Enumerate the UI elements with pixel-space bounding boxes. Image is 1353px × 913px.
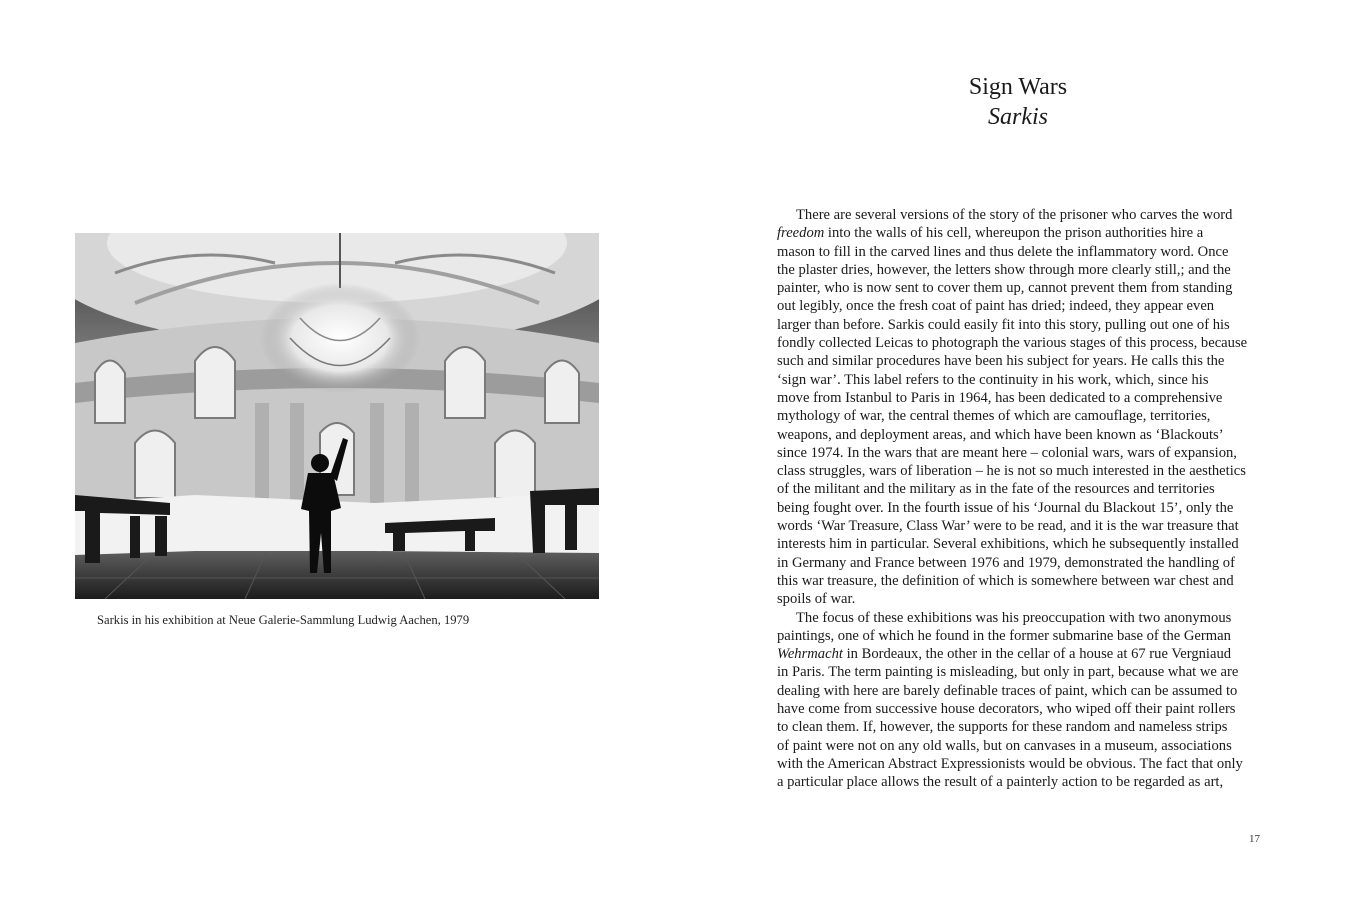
text-segment: ‘sign war’. This label refers to the continuity in his work, which, since his	[777, 371, 1209, 388]
text-segment: a particular place allows the result of a painterly action to be regarded as art,	[777, 774, 1224, 791]
text-segment: in Bordeaux, the other in the cellar of a house at 67 rue Vergniaud	[842, 646, 1232, 663]
text-segment: The focus of these exhibitions was his preoccupation with two anonymous	[796, 609, 1232, 626]
text-line	[777, 462, 1257, 480]
text-segment: weapons, and deployment areas, and which have been known as ‘Blackouts’	[777, 426, 1224, 443]
text-segment: mason to fill in the carved lines and thus delete the inflammatory word. Once	[777, 243, 1229, 260]
text-segment: paintings, one of which he found in the former submarine base of the German	[777, 627, 1231, 644]
text-line	[777, 279, 1257, 297]
text-line	[777, 334, 1257, 352]
text-segment: There are several versions of the story of the prisoner who carves the word	[796, 207, 1233, 223]
text-line	[777, 645, 1257, 663]
text-segment: words ‘War Treasure, Class War’ were to be read, and it is the war treasure that	[777, 518, 1239, 535]
text-line	[777, 700, 1257, 718]
text-line	[777, 261, 1257, 279]
text-segment: mythology of war, the central themes of which are camouflage, territories,	[777, 408, 1211, 425]
text-line	[777, 206, 1257, 224]
text-segment: dealing with here are barely definable traces of paint, which can be assumed to	[777, 682, 1238, 699]
italic-text: freedom	[777, 225, 825, 242]
text-line	[777, 499, 1257, 517]
text-line	[777, 407, 1257, 425]
text-segment: this war treasure, the definition of which is somewhere between war chest and	[777, 572, 1234, 589]
text-segment: of the militant and the military as in the fate of the resources and territories	[777, 481, 1215, 498]
body-text	[777, 206, 1257, 792]
text-segment: to clean them. If, however, the supports for these random and nameless strips	[777, 719, 1228, 736]
text-segment: fondly collected Leicas to photograph the various stages of this process, because	[777, 335, 1248, 352]
text-line	[777, 682, 1257, 700]
text-segment: of paint were not on any old walls, but on canvases in a museum, associations	[777, 737, 1232, 754]
text-segment: into the walls of his cell, whereupon the prison authorities hire a	[824, 225, 1204, 242]
text-line	[777, 718, 1257, 736]
text-line	[777, 480, 1257, 498]
text-segment: have come from successive house decorators, who wiped off their paint rollers	[777, 701, 1236, 718]
text-segment: larger than before. Sarkis could easily fit into this story, pulling out one of his	[777, 316, 1230, 333]
text-segment: since 1974. In the wars that are meant here – colonial wars, wars of expansion,	[777, 444, 1237, 461]
text-line	[777, 773, 1257, 791]
text-segment: such and similar procedures have been his subject for years. He calls this the	[777, 353, 1225, 370]
text-segment: move from Istanbul to Paris in 1964, has been dedicated to a comprehensive	[777, 389, 1223, 406]
text-line	[777, 371, 1257, 389]
text-line	[777, 297, 1257, 315]
text-line	[777, 224, 1257, 242]
text-line	[777, 243, 1257, 261]
exhibition-photograph	[75, 233, 599, 599]
italic-text: Wehrmacht	[777, 646, 843, 663]
text-line	[777, 554, 1257, 572]
text-segment: spoils of war.	[777, 591, 856, 608]
text-line	[777, 517, 1257, 535]
text-segment: class struggles, wars of liberation – he is not so much interested in the aesthetics	[777, 463, 1246, 480]
text-line	[777, 663, 1257, 681]
text-line	[777, 444, 1257, 462]
text-segment: being fought over. In the fourth issue of his ‘Journal du Blackout 15’, only the	[777, 499, 1234, 516]
text-segment: painter, who is now sent to cover them up, cannot prevent them from standing	[777, 280, 1233, 297]
text-segment: the plaster dries, however, the letters show through more clearly still,; and the	[777, 261, 1231, 278]
page-number: 17	[1249, 833, 1260, 845]
body-paragraph	[777, 609, 1257, 792]
text-line	[777, 535, 1257, 553]
text-segment: in Paris. The term painting is misleading, but only in part, because what we are	[777, 664, 1239, 681]
text-line	[777, 737, 1257, 755]
chapter-heading	[860, 72, 1176, 132]
photo-caption: Sarkis in his exhibition at Neue Galerie-Sammlung Ludwig Aachen, 1979	[97, 613, 470, 627]
body-paragraph	[777, 206, 1257, 609]
text-line	[777, 352, 1257, 370]
photo-illustration	[75, 233, 599, 599]
text-line	[777, 627, 1257, 645]
chapter-author: Sarkis	[988, 104, 1048, 130]
text-line	[777, 609, 1257, 627]
text-segment: interests him in particular. Several exhibitions, which he subsequently installed	[777, 536, 1239, 553]
text-line	[777, 755, 1257, 773]
text-line	[777, 316, 1257, 334]
text-segment: with the American Abstract Expressionists would be obvious. The fact that only	[777, 755, 1243, 772]
text-line	[777, 572, 1257, 590]
text-segment: out legibly, once the fresh coat of paint has dried; indeed, they appear even	[777, 298, 1215, 315]
text-line	[777, 389, 1257, 407]
chapter-title: Sign Wars	[968, 74, 1068, 100]
text-line	[777, 590, 1257, 608]
text-segment: in Germany and France between 1976 and 1979, demonstrated the handling of	[777, 554, 1235, 571]
text-line	[777, 426, 1257, 444]
